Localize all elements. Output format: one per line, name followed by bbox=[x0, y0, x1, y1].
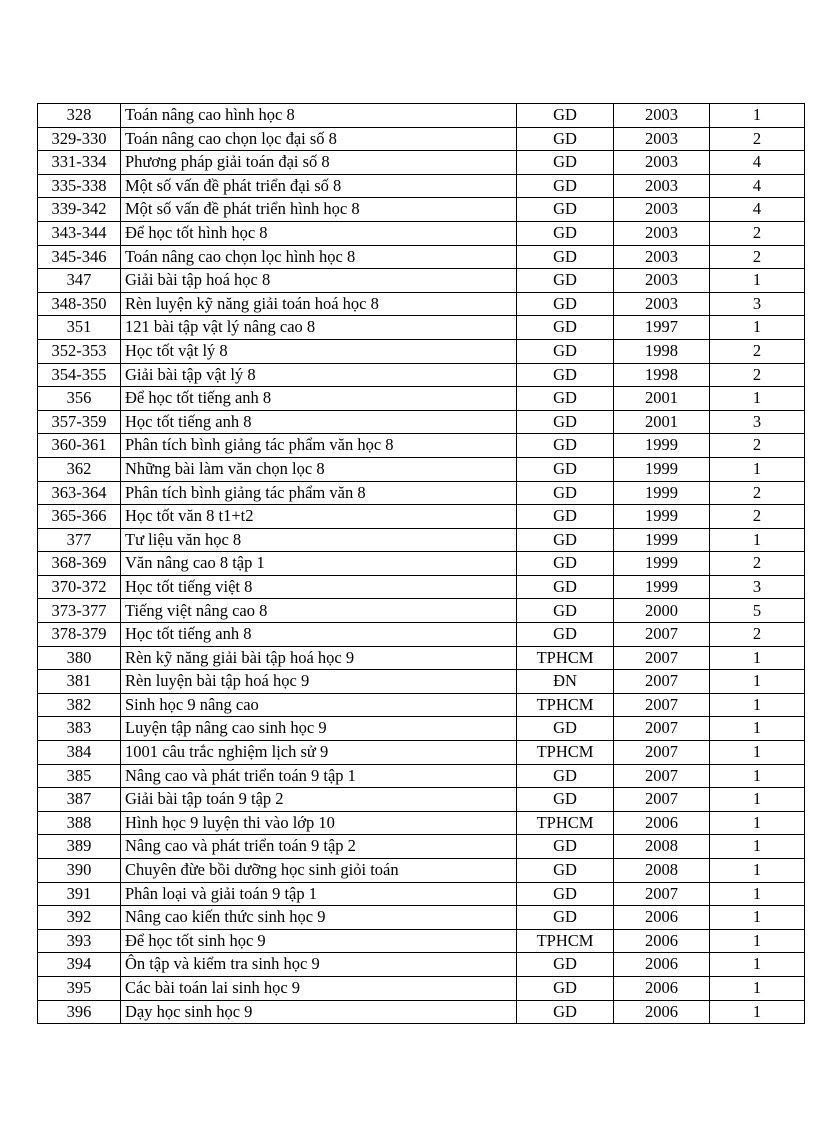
year-cell: 1999 bbox=[614, 575, 710, 599]
quantity-cell: 2 bbox=[710, 245, 805, 269]
publisher-cell: GD bbox=[517, 788, 614, 812]
book-title-cell: Rèn kỹ năng giải bài tập hoá học 9 bbox=[121, 646, 517, 670]
book-title-cell: Dạy học sinh học 9 bbox=[121, 1000, 517, 1024]
table-row bbox=[38, 906, 805, 930]
book-id-cell: 348-350 bbox=[38, 292, 121, 316]
quantity-cell: 1 bbox=[710, 670, 805, 694]
table-row bbox=[38, 741, 805, 765]
year-cell: 2006 bbox=[614, 929, 710, 953]
year-cell: 1998 bbox=[614, 363, 710, 387]
publisher-cell: GD bbox=[517, 976, 614, 1000]
book-title-cell: Để học tốt tiếng anh 8 bbox=[121, 387, 517, 411]
quantity-cell: 1 bbox=[710, 717, 805, 741]
year-cell: 2007 bbox=[614, 623, 710, 647]
publisher-cell: GD bbox=[517, 481, 614, 505]
quantity-cell: 2 bbox=[710, 339, 805, 363]
book-id-cell: 384 bbox=[38, 741, 121, 765]
year-cell: 2003 bbox=[614, 221, 710, 245]
quantity-cell: 1 bbox=[710, 457, 805, 481]
publisher-cell: TPHCM bbox=[517, 646, 614, 670]
publisher-cell: GD bbox=[517, 599, 614, 623]
table-row bbox=[38, 599, 805, 623]
quantity-cell: 4 bbox=[710, 174, 805, 198]
publisher-cell: GD bbox=[517, 906, 614, 930]
book-id-cell: 354-355 bbox=[38, 363, 121, 387]
year-cell: 1999 bbox=[614, 528, 710, 552]
book-title-cell: Phân loại và giải toán 9 tập 1 bbox=[121, 882, 517, 906]
table-row bbox=[38, 811, 805, 835]
table-row bbox=[38, 410, 805, 434]
year-cell: 2001 bbox=[614, 410, 710, 434]
publisher-cell: GD bbox=[517, 505, 614, 529]
table-row bbox=[38, 976, 805, 1000]
book-id-cell: 357-359 bbox=[38, 410, 121, 434]
year-cell: 2008 bbox=[614, 835, 710, 859]
quantity-cell: 1 bbox=[710, 859, 805, 883]
table-row bbox=[38, 221, 805, 245]
book-title-cell: Học tốt vật lý 8 bbox=[121, 339, 517, 363]
publisher-cell: TPHCM bbox=[517, 693, 614, 717]
book-id-cell: 345-346 bbox=[38, 245, 121, 269]
book-id-cell: 390 bbox=[38, 859, 121, 883]
quantity-cell: 3 bbox=[710, 575, 805, 599]
table-row bbox=[38, 104, 805, 128]
book-id-cell: 391 bbox=[38, 882, 121, 906]
quantity-cell: 2 bbox=[710, 221, 805, 245]
year-cell: 2003 bbox=[614, 269, 710, 293]
year-cell: 2006 bbox=[614, 906, 710, 930]
quantity-cell: 1 bbox=[710, 269, 805, 293]
publisher-cell: GD bbox=[517, 245, 614, 269]
table-row bbox=[38, 575, 805, 599]
quantity-cell: 4 bbox=[710, 151, 805, 175]
year-cell: 2001 bbox=[614, 387, 710, 411]
book-id-cell: 360-361 bbox=[38, 434, 121, 458]
book-title-cell: Học tốt tiếng anh 8 bbox=[121, 410, 517, 434]
quantity-cell: 1 bbox=[710, 835, 805, 859]
book-id-cell: 396 bbox=[38, 1000, 121, 1024]
book-id-cell: 352-353 bbox=[38, 339, 121, 363]
table-row bbox=[38, 835, 805, 859]
quantity-cell: 1 bbox=[710, 929, 805, 953]
table-row bbox=[38, 929, 805, 953]
publisher-cell: GD bbox=[517, 410, 614, 434]
quantity-cell: 1 bbox=[710, 811, 805, 835]
book-title-cell: Phân tích bình giảng tác phẩm văn 8 bbox=[121, 481, 517, 505]
quantity-cell: 1 bbox=[710, 764, 805, 788]
book-title-cell: Những bài làm văn chọn lọc 8 bbox=[121, 457, 517, 481]
year-cell: 2006 bbox=[614, 1000, 710, 1024]
publisher-cell: TPHCM bbox=[517, 929, 614, 953]
year-cell: 2006 bbox=[614, 953, 710, 977]
year-cell: 2007 bbox=[614, 788, 710, 812]
year-cell: 2003 bbox=[614, 174, 710, 198]
publisher-cell: GD bbox=[517, 104, 614, 128]
book-id-cell: 351 bbox=[38, 316, 121, 340]
book-title-cell: Một số vấn đề phát triển hình học 8 bbox=[121, 198, 517, 222]
book-id-cell: 393 bbox=[38, 929, 121, 953]
publisher-cell: TPHCM bbox=[517, 741, 614, 765]
publisher-cell: GD bbox=[517, 764, 614, 788]
publisher-cell: GD bbox=[517, 623, 614, 647]
quantity-cell: 3 bbox=[710, 292, 805, 316]
book-id-cell: 381 bbox=[38, 670, 121, 694]
year-cell: 2007 bbox=[614, 693, 710, 717]
table-row bbox=[38, 859, 805, 883]
book-title-cell: Sinh học 9 nâng cao bbox=[121, 693, 517, 717]
quantity-cell: 2 bbox=[710, 505, 805, 529]
book-title-cell: Nâng cao và phát triển toán 9 tập 2 bbox=[121, 835, 517, 859]
book-title-cell: Phương pháp giải toán đại số 8 bbox=[121, 151, 517, 175]
table-row bbox=[38, 127, 805, 151]
book-title-cell: Rèn luyện bài tập hoá học 9 bbox=[121, 670, 517, 694]
publisher-cell: GD bbox=[517, 528, 614, 552]
table-row bbox=[38, 528, 805, 552]
publisher-cell: GD bbox=[517, 882, 614, 906]
book-title-cell: Tiếng việt nâng cao 8 bbox=[121, 599, 517, 623]
quantity-cell: 1 bbox=[710, 104, 805, 128]
table-row bbox=[38, 646, 805, 670]
book-id-cell: 377 bbox=[38, 528, 121, 552]
book-title-cell: Học tốt tiếng anh 8 bbox=[121, 623, 517, 647]
book-id-cell: 368-369 bbox=[38, 552, 121, 576]
table-row bbox=[38, 339, 805, 363]
table-row bbox=[38, 1000, 805, 1024]
publisher-cell: GD bbox=[517, 316, 614, 340]
table-row bbox=[38, 764, 805, 788]
table-row bbox=[38, 269, 805, 293]
quantity-cell: 1 bbox=[710, 316, 805, 340]
book-id-cell: 395 bbox=[38, 976, 121, 1000]
book-title-cell: Luyện tập nâng cao sinh học 9 bbox=[121, 717, 517, 741]
publisher-cell: GD bbox=[517, 339, 614, 363]
table-row bbox=[38, 882, 805, 906]
year-cell: 2007 bbox=[614, 670, 710, 694]
publisher-cell: GD bbox=[517, 575, 614, 599]
book-id-cell: 339-342 bbox=[38, 198, 121, 222]
publisher-cell: GD bbox=[517, 221, 614, 245]
year-cell: 2003 bbox=[614, 292, 710, 316]
table-row bbox=[38, 292, 805, 316]
table-row bbox=[38, 245, 805, 269]
table-row bbox=[38, 174, 805, 198]
book-title-cell: Nâng cao kiến thức sinh học 9 bbox=[121, 906, 517, 930]
book-title-cell: Chuyên đừe bồi dưỡng học sinh giỏi toán bbox=[121, 859, 517, 883]
quantity-cell: 2 bbox=[710, 363, 805, 387]
book-id-cell: 356 bbox=[38, 387, 121, 411]
table-row bbox=[38, 481, 805, 505]
year-cell: 2007 bbox=[614, 646, 710, 670]
table-row bbox=[38, 151, 805, 175]
quantity-cell: 2 bbox=[710, 623, 805, 647]
year-cell: 2003 bbox=[614, 198, 710, 222]
book-id-cell: 370-372 bbox=[38, 575, 121, 599]
year-cell: 2006 bbox=[614, 976, 710, 1000]
publisher-cell: TPHCM bbox=[517, 811, 614, 835]
book-id-cell: 382 bbox=[38, 693, 121, 717]
quantity-cell: 3 bbox=[710, 410, 805, 434]
book-title-cell: Toán nâng cao chọn lọc hình học 8 bbox=[121, 245, 517, 269]
publisher-cell: GD bbox=[517, 434, 614, 458]
quantity-cell: 1 bbox=[710, 906, 805, 930]
book-rows bbox=[38, 104, 805, 1024]
year-cell: 2007 bbox=[614, 741, 710, 765]
quantity-cell: 1 bbox=[710, 788, 805, 812]
book-id-cell: 331-334 bbox=[38, 151, 121, 175]
quantity-cell: 1 bbox=[710, 1000, 805, 1024]
book-title-cell: Học tốt tiếng việt 8 bbox=[121, 575, 517, 599]
year-cell: 1997 bbox=[614, 316, 710, 340]
quantity-cell: 4 bbox=[710, 198, 805, 222]
year-cell: 2003 bbox=[614, 245, 710, 269]
book-title-cell: Phân tích bình giảng tác phẩm văn học 8 bbox=[121, 434, 517, 458]
book-id-cell: 383 bbox=[38, 717, 121, 741]
table-row bbox=[38, 363, 805, 387]
quantity-cell: 1 bbox=[710, 741, 805, 765]
book-id-cell: 392 bbox=[38, 906, 121, 930]
table-row bbox=[38, 670, 805, 694]
book-title-cell: Giải bài tập toán 9 tập 2 bbox=[121, 788, 517, 812]
table-row bbox=[38, 505, 805, 529]
book-title-cell: Ôn tập và kiểm tra sinh học 9 bbox=[121, 953, 517, 977]
publisher-cell: GD bbox=[517, 198, 614, 222]
book-title-cell: Hình học 9 luyện thi vào lớp 10 bbox=[121, 811, 517, 835]
year-cell: 2003 bbox=[614, 104, 710, 128]
year-cell: 2007 bbox=[614, 764, 710, 788]
book-id-cell: 373-377 bbox=[38, 599, 121, 623]
book-title-cell: 121 bài tập vật lý nâng cao 8 bbox=[121, 316, 517, 340]
book-title-cell: Rèn luyện kỹ năng giải toán hoá học 8 bbox=[121, 292, 517, 316]
book-id-cell: 394 bbox=[38, 953, 121, 977]
quantity-cell: 1 bbox=[710, 646, 805, 670]
year-cell: 2008 bbox=[614, 859, 710, 883]
quantity-cell: 5 bbox=[710, 599, 805, 623]
table-row bbox=[38, 198, 805, 222]
publisher-cell: GD bbox=[517, 457, 614, 481]
quantity-cell: 1 bbox=[710, 387, 805, 411]
year-cell: 1998 bbox=[614, 339, 710, 363]
quantity-cell: 1 bbox=[710, 953, 805, 977]
book-title-cell: Toán nâng cao chọn lọc đại số 8 bbox=[121, 127, 517, 151]
publisher-cell: GD bbox=[517, 127, 614, 151]
publisher-cell: GD bbox=[517, 717, 614, 741]
year-cell: 1999 bbox=[614, 434, 710, 458]
year-cell: 1999 bbox=[614, 457, 710, 481]
book-title-cell: 1001 câu trắc nghiệm lịch sử 9 bbox=[121, 741, 517, 765]
book-id-cell: 362 bbox=[38, 457, 121, 481]
quantity-cell: 2 bbox=[710, 127, 805, 151]
quantity-cell: 2 bbox=[710, 552, 805, 576]
table-row bbox=[38, 953, 805, 977]
book-title-cell: Văn nâng cao 8 tập 1 bbox=[121, 552, 517, 576]
year-cell: 2007 bbox=[614, 717, 710, 741]
book-id-cell: 363-364 bbox=[38, 481, 121, 505]
book-id-cell: 329-330 bbox=[38, 127, 121, 151]
year-cell: 1999 bbox=[614, 505, 710, 529]
year-cell: 1999 bbox=[614, 552, 710, 576]
table-row bbox=[38, 457, 805, 481]
book-id-cell: 343-344 bbox=[38, 221, 121, 245]
book-id-cell: 385 bbox=[38, 764, 121, 788]
quantity-cell: 2 bbox=[710, 434, 805, 458]
book-title-cell: Tư liệu văn học 8 bbox=[121, 528, 517, 552]
year-cell: 2006 bbox=[614, 811, 710, 835]
publisher-cell: GD bbox=[517, 835, 614, 859]
year-cell: 2007 bbox=[614, 882, 710, 906]
quantity-cell: 1 bbox=[710, 882, 805, 906]
quantity-cell: 1 bbox=[710, 693, 805, 717]
publisher-cell: GD bbox=[517, 292, 614, 316]
book-title-cell: Toán nâng cao hình học 8 bbox=[121, 104, 517, 128]
year-cell: 1999 bbox=[614, 481, 710, 505]
book-id-cell: 347 bbox=[38, 269, 121, 293]
book-title-cell: Một số vấn đề phát triển đại số 8 bbox=[121, 174, 517, 198]
book-id-cell: 335-338 bbox=[38, 174, 121, 198]
publisher-cell: GD bbox=[517, 953, 614, 977]
table-row bbox=[38, 434, 805, 458]
table-row bbox=[38, 623, 805, 647]
book-title-cell: Giải bài tập vật lý 8 bbox=[121, 363, 517, 387]
table-row bbox=[38, 387, 805, 411]
quantity-cell: 1 bbox=[710, 528, 805, 552]
book-id-cell: 378-379 bbox=[38, 623, 121, 647]
table-row bbox=[38, 717, 805, 741]
book-id-cell: 388 bbox=[38, 811, 121, 835]
book-title-cell: Học tốt văn 8 t1+t2 bbox=[121, 505, 517, 529]
table-row bbox=[38, 552, 805, 576]
publisher-cell: ĐN bbox=[517, 670, 614, 694]
book-inventory-table bbox=[37, 103, 805, 1024]
publisher-cell: GD bbox=[517, 552, 614, 576]
table-row bbox=[38, 693, 805, 717]
book-id-cell: 387 bbox=[38, 788, 121, 812]
publisher-cell: GD bbox=[517, 387, 614, 411]
book-title-cell: Giải bài tập hoá học 8 bbox=[121, 269, 517, 293]
book-id-cell: 380 bbox=[38, 646, 121, 670]
quantity-cell: 2 bbox=[710, 481, 805, 505]
book-title-cell: Các bài toán lai sinh học 9 bbox=[121, 976, 517, 1000]
book-id-cell: 328 bbox=[38, 104, 121, 128]
year-cell: 2003 bbox=[614, 151, 710, 175]
year-cell: 2003 bbox=[614, 127, 710, 151]
table-row bbox=[38, 788, 805, 812]
book-title-cell: Để học tốt hình học 8 bbox=[121, 221, 517, 245]
publisher-cell: GD bbox=[517, 859, 614, 883]
publisher-cell: GD bbox=[517, 151, 614, 175]
quantity-cell: 1 bbox=[710, 976, 805, 1000]
year-cell: 2000 bbox=[614, 599, 710, 623]
publisher-cell: GD bbox=[517, 174, 614, 198]
publisher-cell: GD bbox=[517, 269, 614, 293]
publisher-cell: GD bbox=[517, 363, 614, 387]
publisher-cell: GD bbox=[517, 1000, 614, 1024]
book-title-cell: Để học tốt sinh học 9 bbox=[121, 929, 517, 953]
book-id-cell: 389 bbox=[38, 835, 121, 859]
book-id-cell: 365-366 bbox=[38, 505, 121, 529]
table-row bbox=[38, 316, 805, 340]
book-title-cell: Nâng cao và phát triển toán 9 tập 1 bbox=[121, 764, 517, 788]
